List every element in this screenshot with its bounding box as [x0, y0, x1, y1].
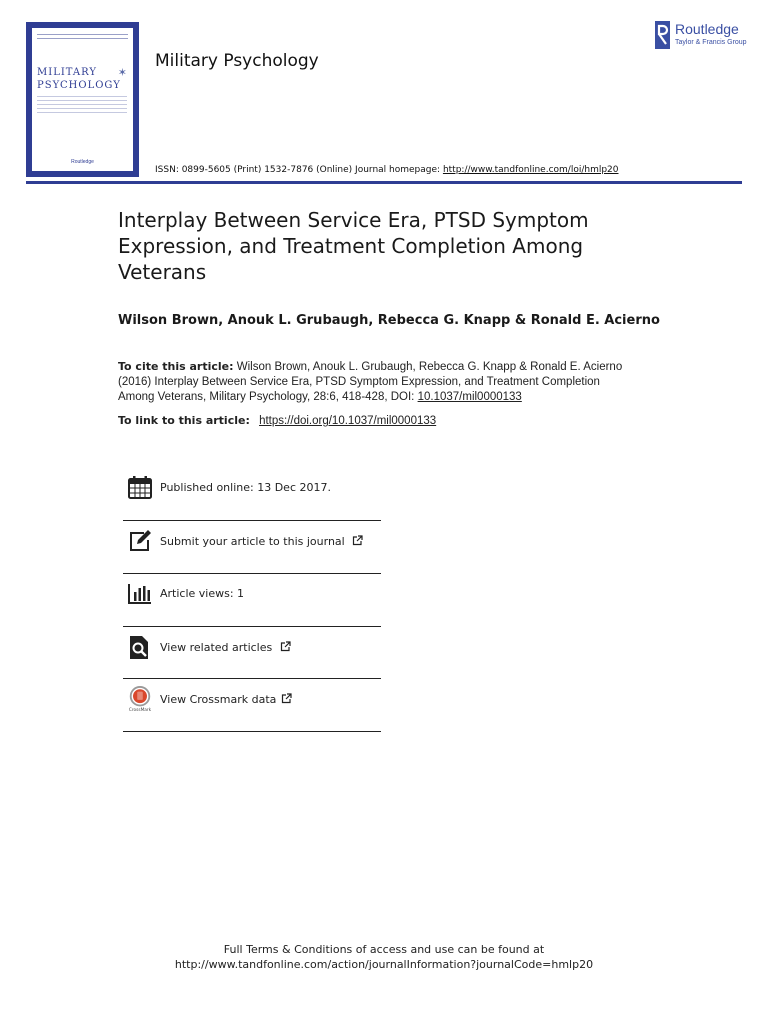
- crossmark-icon: [127, 686, 153, 712]
- journal-name[interactable]: Military Psychology: [155, 51, 319, 71]
- article-link-line: [118, 414, 436, 427]
- info-divider: [123, 573, 381, 574]
- publisher-sub: Taylor & Francis Group: [675, 39, 747, 46]
- cover-title: [37, 66, 129, 92]
- eagle-icon: ✶: [117, 66, 127, 79]
- crossmark-row[interactable]: [123, 684, 381, 718]
- article-views-row: [123, 578, 381, 612]
- cite-text: Wilson Brown, Anouk L. Grubaugh, Rebecca G. Knapp & Ronald E. Acierno (2016) Interplay Between Service Era, PTSD Symptom Expression, and Treatment Completion Among Veterans, Military Psychology, 28:6, 418-428, DOI:: [118, 361, 623, 403]
- info-divider: [123, 731, 381, 732]
- related-articles-link[interactable]: [160, 641, 291, 654]
- bar-chart-icon: [127, 580, 153, 606]
- footer-terms-link[interactable]: http://www.tandfonline.com/action/journalInformation?journalCode=hmlp20: [174, 958, 594, 971]
- published-date: Published online: 13 Dec 2017.: [160, 481, 331, 494]
- submit-article-link[interactable]: [160, 535, 363, 548]
- calendar-icon: [127, 474, 153, 500]
- cover-publisher: Routledge: [71, 159, 94, 165]
- citation-block: [118, 359, 638, 405]
- cite-doi-link[interactable]: 10.1037/mil0000133: [417, 391, 522, 403]
- crossmark-badge-text: CrossMark: [128, 708, 152, 712]
- related-articles-text[interactable]: View related articles: [160, 641, 273, 654]
- info-divider: [123, 520, 381, 521]
- article-views: Article views: 1: [160, 587, 245, 600]
- info-divider: [123, 678, 381, 679]
- related-articles-row[interactable]: [123, 632, 381, 666]
- issn-text: ISSN: 0899-5605 (Print) 1532-7876 (Online) Journal homepage:: [155, 165, 441, 175]
- header-divider: [26, 181, 742, 184]
- routledge-mark-icon: [655, 21, 670, 49]
- external-link-icon: [352, 535, 363, 546]
- article-title: Interplay Between Service Era, PTSD Symptom Expression, and Treatment Completion Among Veterans: [118, 208, 589, 284]
- article-authors: Wilson Brown, Anouk L. Grubaugh, Rebecca G. Knapp & Ronald E. Acierno: [118, 313, 660, 328]
- edit-icon: [127, 528, 153, 554]
- submit-article-text[interactable]: Submit your article to this journal: [160, 535, 345, 548]
- cover-title-line2: PSYCHOLOGY: [37, 80, 121, 91]
- issn-line: [155, 165, 619, 175]
- publisher-name: Routledge: [675, 21, 739, 37]
- journal-cover-image: [26, 22, 139, 177]
- published-online-row: [123, 472, 381, 506]
- info-divider: [123, 626, 381, 627]
- cover-page: [32, 28, 133, 171]
- footer-line1: Full Terms & Conditions of access and use can be found at: [223, 943, 545, 956]
- journal-homepage-link[interactable]: http://www.tandfonline.com/loi/hmlp20: [442, 165, 619, 175]
- cover-title-line1: MILITARY: [37, 67, 97, 78]
- crossmark-text[interactable]: View Crossmark data: [160, 693, 277, 706]
- cite-label: To cite this article:: [118, 360, 234, 373]
- link-label: To link to this article:: [118, 414, 250, 427]
- cover-sub-lines: [37, 96, 127, 116]
- article-doi-link[interactable]: https://doi.org/10.1037/mil0000133: [259, 415, 437, 427]
- cover-top-lines: [37, 34, 128, 42]
- footer-terms: [0, 942, 768, 972]
- external-link-icon: [280, 641, 291, 652]
- crossmark-link[interactable]: [160, 693, 292, 706]
- search-document-icon: [127, 634, 153, 660]
- submit-article-row[interactable]: [123, 526, 381, 560]
- external-link-icon: [281, 693, 292, 704]
